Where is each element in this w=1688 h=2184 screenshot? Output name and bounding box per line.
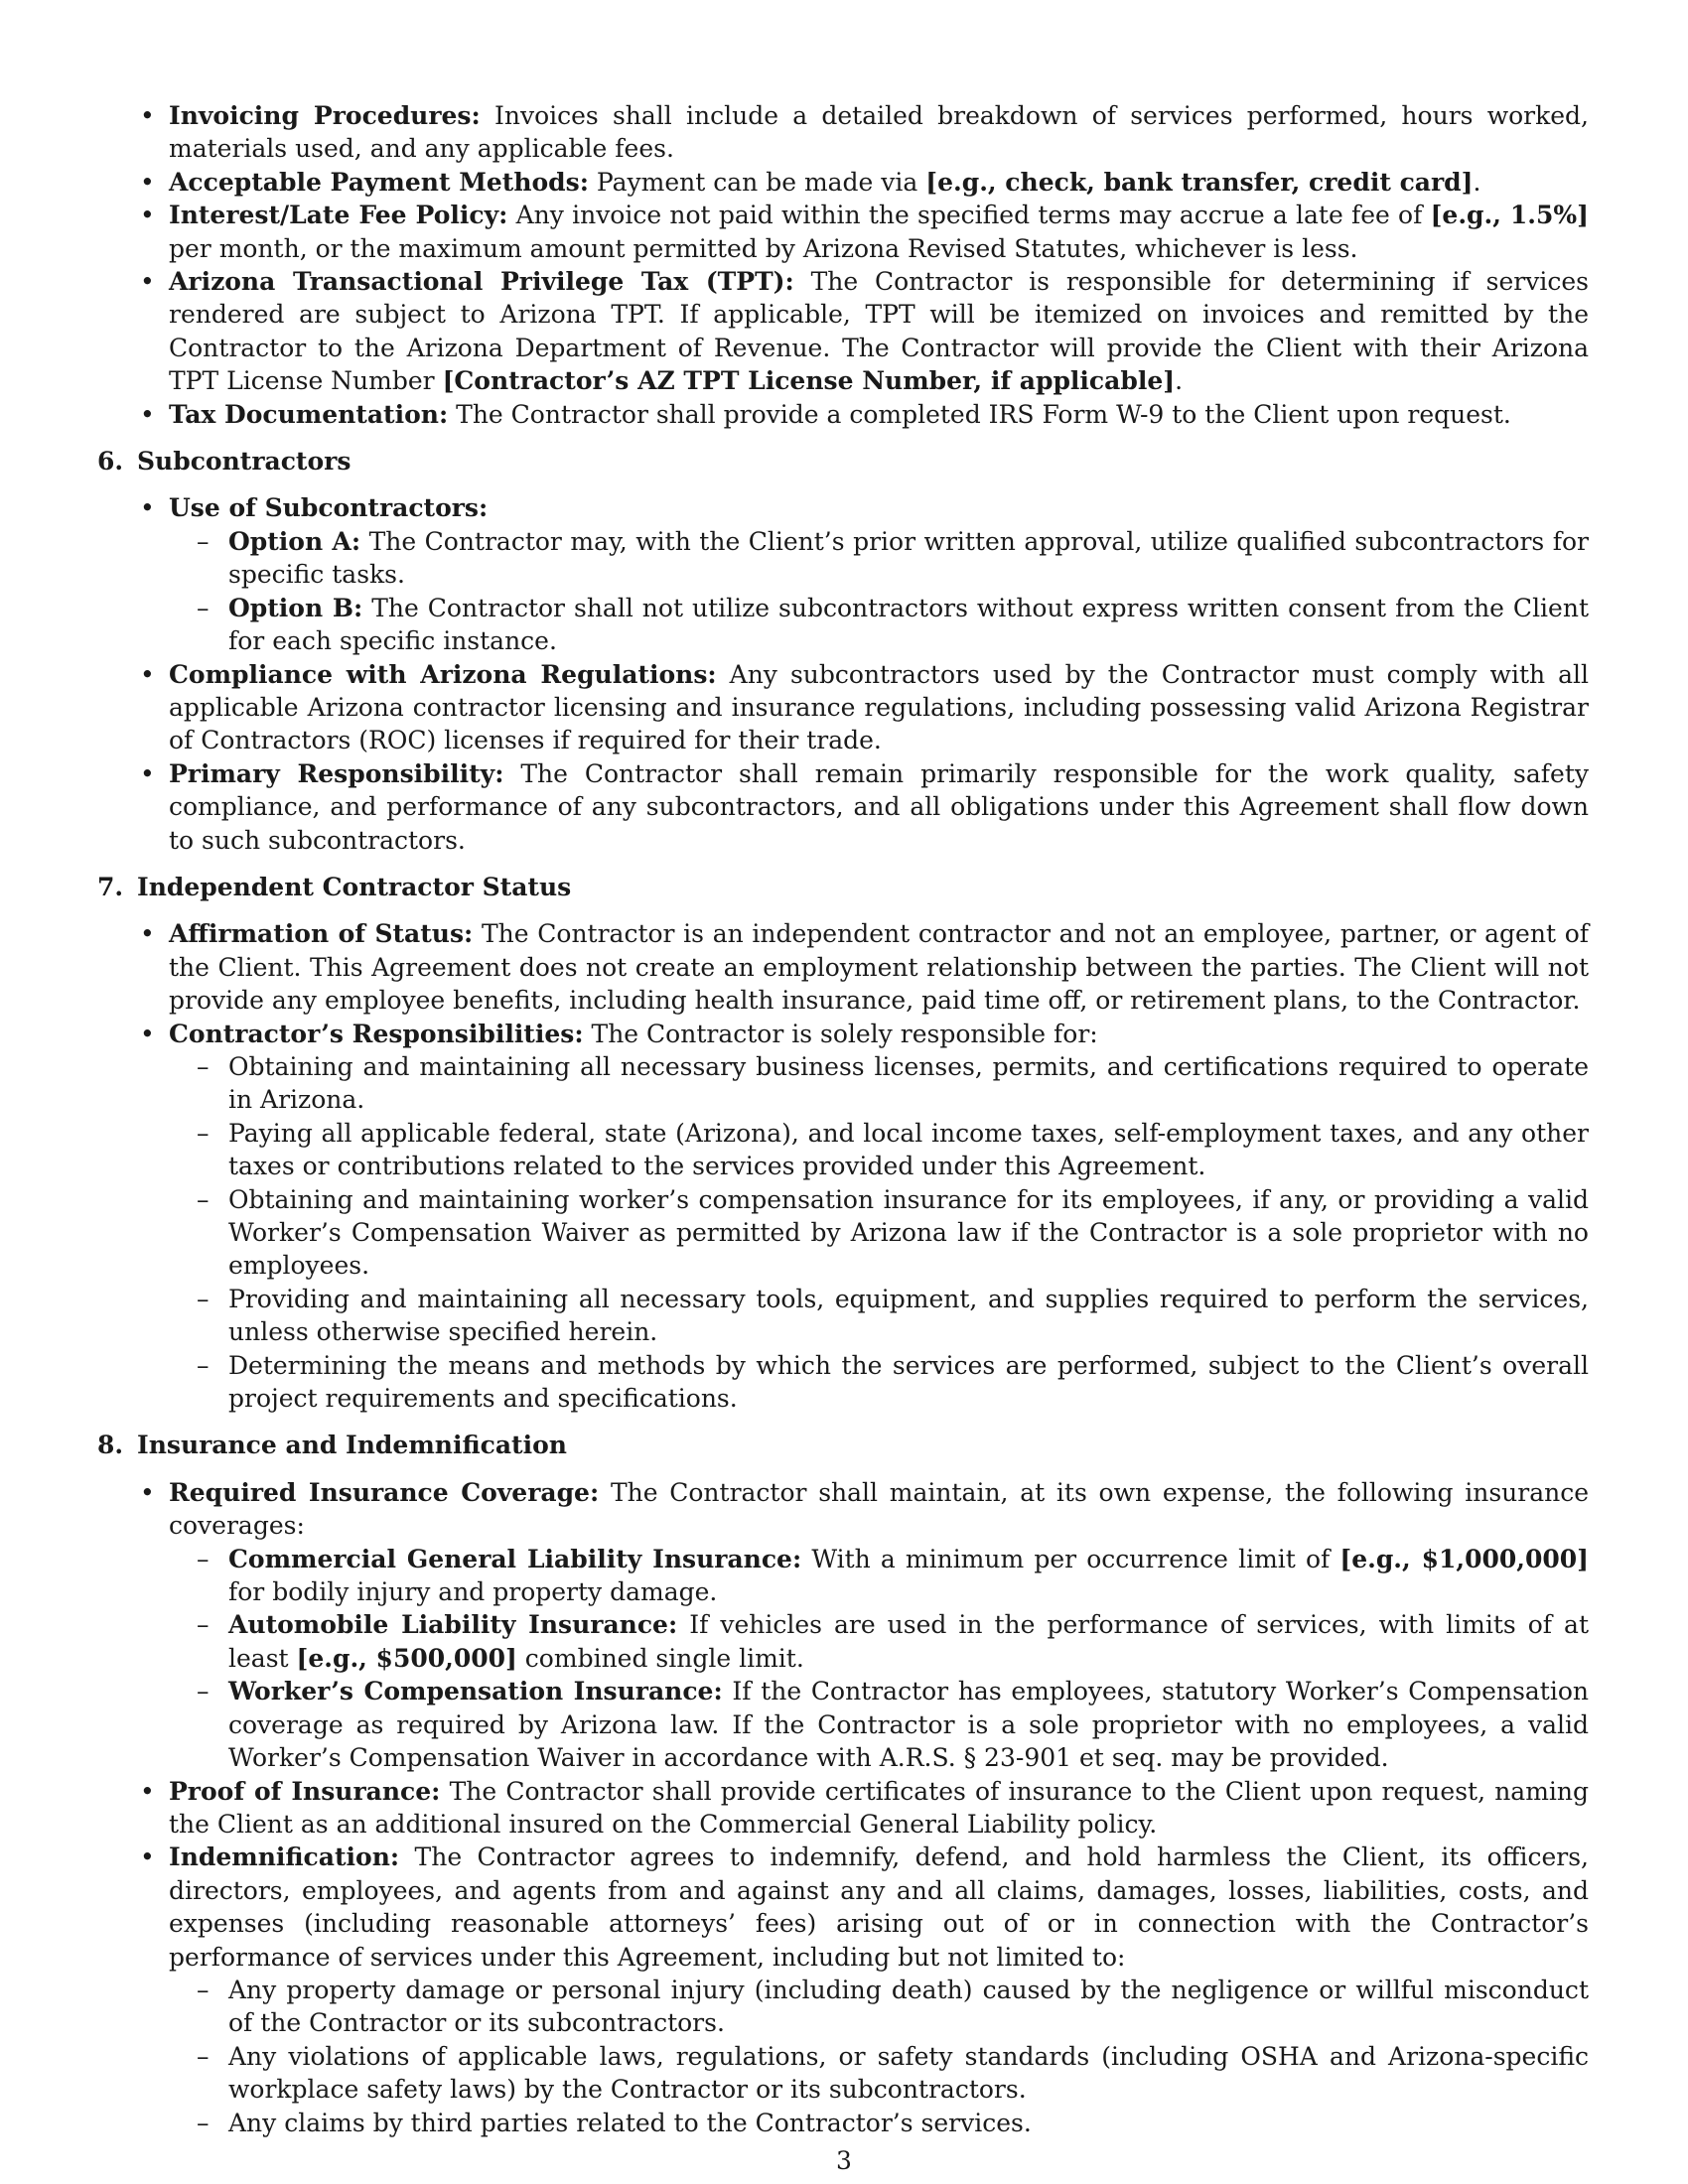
section-6-list [97, 491, 1589, 856]
indemnification-list [169, 1974, 1589, 2139]
list-item: • Invoicing Procedures: Invoices shall include a detailed breakdown of services performed, hours worked, materials used, and any applicable fees. [169, 99, 1589, 166]
list-item: • Arizona Transactional Privilege Tax (TPT): The Contractor is responsible for determining if services rendered are subject to Arizona TPT. If applicable, TPT will be itemized on invoices and remitted by the Contractor to the Arizona Department of Revenue. The Contractor will provide the Client with their Arizona TPT License Number [Contractor’s AZ TPT License Number, if applicable]. [169, 265, 1589, 398]
sub-list-item: – Any property damage or personal injury (including death) caused by the negligence or willful misconduct of the Contractor or its subcontractors. [228, 1974, 1589, 2040]
list-item: • Use of Subcontractors: – Option A: The Contractor may, with the Client’s prior written approval, utilize qualified subcontractors for specific tasks. – Option B: The Contractor shall not utilize subcontractors without express written consent from the Client for each specific instance. [169, 491, 1589, 657]
sub-list-item: – Any violations of applicable laws, regulations, or safety standards (including OSHA and Arizona-specific workplace safety laws) by the Contractor or its subcontractors. [228, 2040, 1589, 2107]
list-item: • Primary Responsibility: The Contractor shall remain primarily responsible for the work quality, safety compliance, and performance of any subcontractors, and all obligations under this Agreement shall flow down to such subcontractors. [169, 757, 1589, 857]
section-8-list [97, 1476, 1589, 2139]
list-item: • Interest/Late Fee Policy: Any invoice not paid within the specified terms may accrue a late fee of [e.g., 1.5%] per month, or the maximum amount permitted by Arizona Revised Statutes, whichever is less. [169, 199, 1589, 265]
sub-list-item: – Obtaining and maintaining all necessary business licenses, permits, and certifications required to operate in Arizona. [228, 1050, 1589, 1117]
list-item: • Acceptable Payment Methods: Payment can be made via [e.g., check, bank transfer, credit card]. [169, 166, 1589, 199]
list-item: • Compliance with Arizona Regulations: Any subcontractors used by the Contractor must comply with all applicable Arizona contractor licensing and insurance regulations, including possessing valid Arizona Registrar of Contractors (ROC) licenses if required for their trade. [169, 658, 1589, 757]
section-7-list [97, 917, 1589, 1415]
section-heading-subcontractors: 6. Subcontractors [97, 447, 352, 477]
sub-list-item: – Automobile Liability Insurance: If vehicles are used in the performance of services, with limits of at least [e.g., $500,000] combined single limit. [228, 1608, 1589, 1675]
sub-list-item: – Option B: The Contractor shall not utilize subcontractors without express written consent from the Client for each specific instance. [228, 592, 1589, 658]
page-content [97, 99, 1589, 2139]
list-item: • Tax Documentation: The Contractor shall provide a completed IRS Form W-9 to the Client upon request. [169, 398, 1589, 431]
list-item: • Affirmation of Status: The Contractor is an independent contractor and not an employee, partner, or agent of the Client. This Agreement does not create an employment relationship between the parties. The Client will not provide any employee benefits, including health insurance, paid time off, or retirement plans, to the Contractor. [169, 917, 1589, 1017]
coverage-list [169, 1543, 1589, 1775]
section-heading-independent-contractor: 7. Independent Contractor Status [97, 872, 572, 901]
list-item: • Contractor’s Responsibilities: The Contractor is solely responsible for: – Obtaining and maintaining all necessary business licenses, permits, and certifications required to operate in Arizona. – Paying all applicable federal, state (Arizona), and local income taxes, self-employment taxes, and any other taxes or contributions related to the services provided under this Agreement. – Obtaining and maintaining worker’s compensation insurance for its employees, if any, or providing a valid Worker’s Compensation Waiver as permitted by Arizona law if the Contractor is a sole proprietor with no employees. – Providing and maintaining all necessary tools, equipment, and supplies required to perform the services, unless otherwise specified herein. – Determining the means and methods by which the services are performed, subject to the Client’s overall project requirements and specifications. [169, 1018, 1589, 1416]
sub-list-item: – Any claims by third parties related to the Contractor’s services. [228, 2107, 1589, 2139]
page-number: 3 [836, 2146, 852, 2175]
options-list [169, 525, 1589, 658]
section-5-list [97, 99, 1589, 431]
list-item: • Proof of Insurance: The Contractor shall provide certificates of insurance to the Client upon request, naming the Client as an additional insured on the Commercial General Liability policy. [169, 1775, 1589, 1842]
responsibilities-list [169, 1050, 1589, 1415]
sub-list-item: – Determining the means and methods by which the services are performed, subject to the Client’s overall project requirements and specifications. [228, 1349, 1589, 1416]
sub-list-item: – Worker’s Compensation Insurance: If the Contractor has employees, statutory Worker’s Compensation coverage as required by Arizona law. If the Contractor is a sole proprietor with no employees, a valid Worker’s Compensation Waiver in accordance with A.R.S. § 23-901 et seq. may be provided. [228, 1675, 1589, 1774]
sub-list-item: – Option A: The Contractor may, with the Client’s prior written approval, utilize qualified subcontractors for specific tasks. [228, 525, 1589, 592]
sub-list-item: – Providing and maintaining all necessary tools, equipment, and supplies required to perform the services, unless otherwise specified herein. [228, 1283, 1589, 1349]
sub-list-item: – Obtaining and maintaining worker’s compensation insurance for its employees, if any, or providing a valid Worker’s Compensation Waiver as permitted by Arizona law if the Contractor is a sole proprietor with no employees. [228, 1183, 1589, 1283]
section-heading-insurance: 8. Insurance and Indemnification [97, 1431, 567, 1460]
list-item: • Required Insurance Coverage: The Contractor shall maintain, at its own expense, the following insurance coverages: – Commercial General Liability Insurance: With a minimum per occurrence limit of [e.g., $1,000,000] for bodily injury and property damage. – Automobile Liability Insurance: If vehicles are used in the performance of services, with limits of at least [e.g., $500,000] combined single limit. – Worker’s Compensation Insurance: If the Contractor has employees, statutory Worker’s Compensation coverage as required by Arizona law. If the Contractor is a sole proprietor with no employees, a valid Worker’s Compensation Waiver in accordance with A.R.S. § 23-901 et seq. may be provided. [169, 1476, 1589, 1775]
sub-list-item: – Paying all applicable federal, state (Arizona), and local income taxes, self-employment taxes, and any other taxes or contributions related to the services provided under this Agreement. [228, 1117, 1589, 1183]
list-item: • Indemnification: The Contractor agrees to indemnify, defend, and hold harmless the Client, its officers, directors, employees, and agents from and against any and all claims, damages, losses, liabilities, costs, and expenses (including reasonable attorneys’ fees) arising out of or in connection with the Contractor’s performance of services under this Agreement, including but not limited to: – Any property damage or personal injury (including death) caused by the negligence or willful misconduct of the Contractor or its subcontractors. – Any violations of applicable laws, regulations, or safety standards (including OSHA and Arizona-specific workplace safety laws) by the Contractor or its subcontractors. – Any claims by third parties related to the Contractor’s services. [169, 1841, 1589, 2139]
sub-list-item: – Commercial General Liability Insurance: With a minimum per occurrence limit of [e.g., $1,000,000] for bodily injury and property damage. [228, 1543, 1589, 1609]
